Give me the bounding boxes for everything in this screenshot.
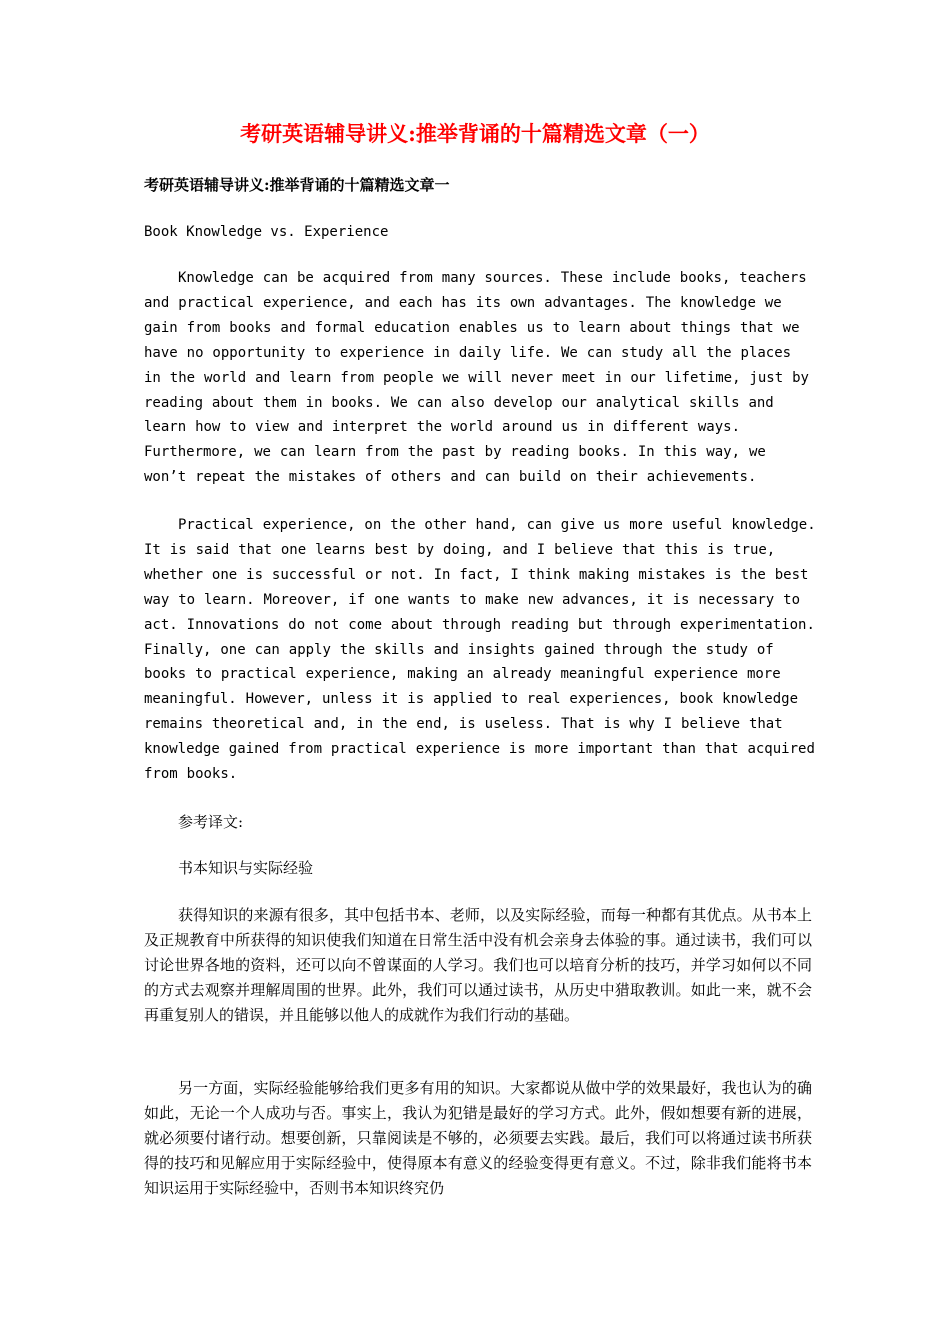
english-paragraph-2: Practical experience, on the other hand, can give us more useful knowledge. It is said that one learns best by doing, and I believe that this is true, whether one is successful or not. In fact, I think making mistakes is the best way to learn. Moreover, if one wants to make new advances, it is necessary to act. Innovations do not come about through reading but through experimentation. Finally, one can apply the skills and insights gained through the study of books to practical experience, making an already meaningful experience more meaningful. However, unless it is applied to real experiences, book knowledge remains theoretical and, in the end, is useless. That is why I believe that knowledge gained from practical experience is more important than that acquired from books. (144, 517, 816, 783)
chinese-paragraph-2: 另一方面，实际经验能够给我们更多有用的知识。大家都说从做中学的效果最好，我也认为的确如此，无论一个人成功与否。事实上，我认为犯错是最好的学习方式。此外，假如想要有新的进展，就必须要付诸行动。想要创新，只靠阅读是不够的，必须要去实践。最后，我们可以将通过读书所获得的技巧和见解应用于实际经验中，使得原本有意义的经验变得更有意义。不过，除非我们能将书本知识运用于实际经验中，否则书本知识终究仍 (144, 1079, 812, 1197)
chinese-paragraph-1: 获得知识的来源有很多，其中包括书本、老师，以及实际经验，而每一种都有其优点。从书本上及正规教育中所获得的知识使我们知道在日常生活中没有机会亲身去体验的事。通过读书，我们可以讨论世界各地的资料，还可以向不曾谋面的人学习。我们也可以培育分析的技巧，并学习如何以不同的方式去观察并理解周围的世界。此外，我们可以通过读书，从历史中猎取教训。如此一来，就不会再重复别人的错误，并且能够以他人的成就作为我们行动的基础。 (144, 906, 812, 1024)
translation-label: 参考译文: (178, 813, 244, 831)
document-subtitle: 考研英语辅导讲义:推举背诵的十篇精选文章一 (144, 176, 450, 194)
english-paragraph-1: Knowledge can be acquired from many sources. These include books, teachers and practical experience, and each has its own advantages. The knowledge we gain from books and formal education enables us to learn about things that we have no opportunity to experience in daily life. We can study all the places in the world and learn from people we will never meet in our lifetime, just by reading about them in books. We can also develop our analytical skills and learn how to view and interpret the world around us in different ways. Furthermore, we can learn from the past by reading books. In this way, we won’t repeat the mistakes of others and can build on their achievements. (144, 270, 809, 486)
document-title: 考研英语辅导讲义:推举背诵的十篇精选文章（一） (240, 121, 710, 146)
chinese-heading: 书本知识与实际经验 (178, 859, 314, 877)
english-heading: Book Knowledge vs. Experience (144, 224, 389, 240)
